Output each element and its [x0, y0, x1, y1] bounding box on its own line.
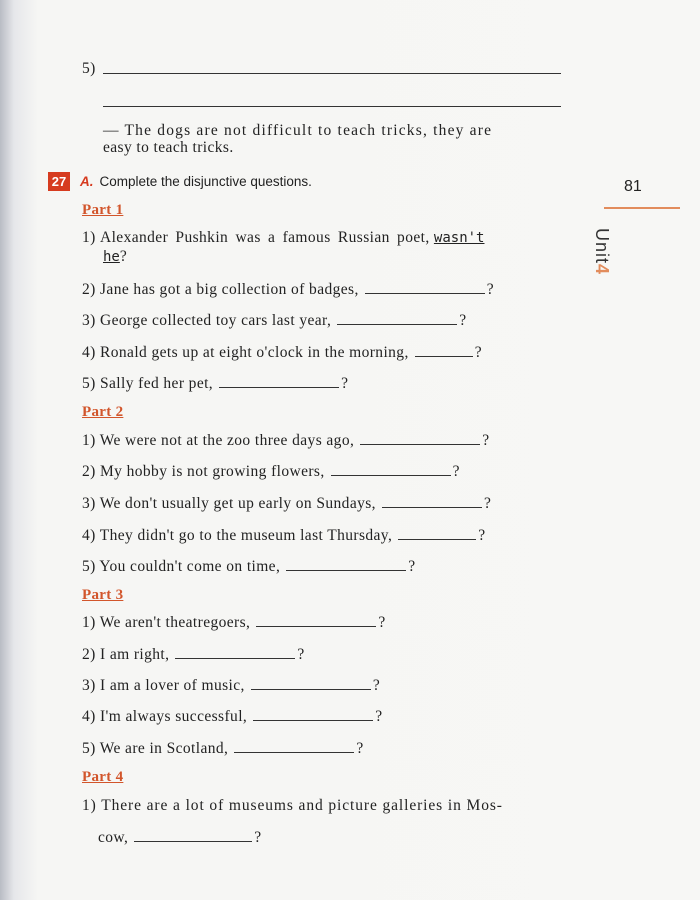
question-line: 1) Alexander Pushkin was a famous Russian poet, wasn't: [82, 229, 485, 246]
answer-blank[interactable]: [251, 688, 371, 690]
answer-blank[interactable]: [360, 443, 480, 445]
answer-line[interactable]: [103, 73, 561, 74]
exercise-instruction: [80, 174, 312, 189]
unit-word: Unit: [592, 228, 612, 265]
answer-blank[interactable]: [365, 292, 485, 294]
answer-blank[interactable]: [331, 474, 451, 476]
answer-blank[interactable]: [256, 625, 376, 627]
question-line: 3) I am a lover of music, ?: [82, 677, 381, 694]
answer-blank[interactable]: [219, 386, 339, 388]
unit-number: 4: [592, 264, 612, 276]
question-line-cont: cow, ?: [98, 829, 262, 846]
question-line: 4) Ronald gets up at eight o'clock in the morning, ?: [82, 344, 483, 361]
part-4-title: Part 4: [82, 769, 124, 785]
question-line: 2) I am right, ?: [82, 646, 305, 663]
answer-blank[interactable]: [286, 569, 406, 571]
page-number: 81: [624, 178, 642, 195]
answer-line[interactable]: [103, 106, 561, 107]
question-line: 5) We are in Scotland, ?: [82, 740, 364, 757]
question-line: 2) Jane has got a big collection of badges, ?: [82, 281, 495, 298]
filled-answer[interactable]: wasn't: [433, 230, 485, 246]
question-line-cont: he?: [103, 248, 128, 265]
item-number: 5): [82, 60, 96, 77]
question-line: 5) You couldn't come on time, ?: [82, 558, 416, 575]
question-line: 5) Sally fed her pet, ?: [82, 375, 349, 392]
unit-label: [591, 228, 612, 275]
answer-text: easy to teach tricks.: [103, 139, 234, 156]
question-line: 1) There are a lot of museums and picture galleries in Mos-: [82, 797, 503, 814]
divider: [604, 207, 680, 209]
answer-blank[interactable]: [134, 840, 252, 842]
answer-blank[interactable]: [382, 506, 482, 508]
question-line: 3) George collected toy cars last year, ?: [82, 312, 467, 329]
question-line: 4) They didn't go to the museum last Thursday, ?: [82, 527, 486, 544]
answer-text: — The dogs are not difficult to teach tricks, they are: [103, 122, 493, 139]
filled-answer[interactable]: he: [103, 249, 120, 265]
question-line: 4) I'm always successful, ?: [82, 708, 383, 725]
answer-blank[interactable]: [415, 355, 473, 357]
answer-blank[interactable]: [398, 538, 476, 540]
exercise-number-badge: 27: [48, 172, 70, 191]
part-3-title: Part 3: [82, 587, 124, 603]
part-letter: A.: [80, 174, 94, 189]
answer-blank[interactable]: [337, 323, 457, 325]
answer-blank[interactable]: [234, 751, 354, 753]
question-line: 2) My hobby is not growing flowers, ?: [82, 463, 460, 480]
question-line: 1) We aren't theatregoers, ?: [82, 614, 386, 631]
answer-blank[interactable]: [175, 657, 295, 659]
instruction-text: Complete the disjunctive questions.: [99, 174, 312, 189]
question-line: 1) We were not at the zoo three days ago, ?: [82, 432, 490, 449]
part-2-title: Part 2: [82, 404, 124, 420]
answer-blank[interactable]: [253, 719, 373, 721]
question-line: 3) We don't usually get up early on Sundays, ?: [82, 495, 492, 512]
part-1-title: Part 1: [82, 202, 124, 218]
